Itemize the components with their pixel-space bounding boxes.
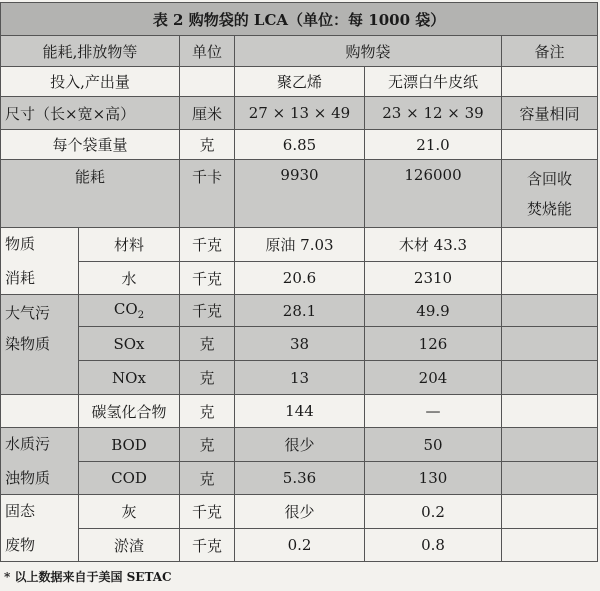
group-material-line2: 消耗 [5,268,36,287]
row-paper: 204 [365,361,502,395]
row-note-empty [502,262,598,295]
row-sub-co2 [79,295,180,327]
energy-pe: 9930 [235,160,365,228]
row-sub: SOx [79,327,180,361]
row-sub: NOx [79,361,180,395]
row-paper: 49.9 [365,295,502,327]
row-sub: 淤渣 [79,529,180,562]
row-pe: 5.36 [235,462,365,495]
row-pe: 38 [235,327,365,361]
row-note-empty [502,361,598,395]
size-pe: 27 × 13 × 49 [235,97,365,130]
row-unit: 克 [180,395,235,428]
row-unit: 克 [180,428,235,462]
energy-paper: 126000 [365,160,502,228]
row-sub: 水 [79,262,180,295]
row-paper: 50 [365,428,502,462]
row-unit: 千克 [180,529,235,562]
weight-paper: 21.0 [365,130,502,160]
row-paper: 126 [365,327,502,361]
energy-unit: 千卡 [180,160,235,228]
row-paper: — [365,395,502,428]
row-note-empty [502,462,598,495]
row-paper: 0.8 [365,529,502,562]
group-material [1,228,79,295]
row-pe: 0.2 [235,529,365,562]
size-label: 尺寸（长×宽×高） [1,97,180,130]
row-note-empty [502,495,598,529]
weight-note-empty [502,130,598,160]
row-note-empty [502,395,598,428]
group-air-line1: 大气污 [5,304,51,322]
row-sub: COD [79,462,180,495]
row-pe: 144 [235,395,365,428]
row-sub: 碳氢化合物 [79,395,180,428]
group-solid [1,495,79,562]
group-air [1,295,79,395]
group-material-line1: 物质 [5,234,36,253]
row-paper: 0.2 [365,495,502,529]
header-unit: 单位 [180,36,235,67]
row-pe: 很少 [235,495,365,529]
energy-note-line2: 焚烧能 [527,199,573,218]
subheader-note-empty [502,67,598,97]
row-note-empty [502,529,598,562]
footnote: * 以上数据来自于美国 SETAC [4,570,172,584]
row-pe: 原油 7.03 [235,228,365,262]
header-bag: 购物袋 [235,36,502,67]
row-note-empty [502,228,598,262]
row-sub: 材料 [79,228,180,262]
weight-pe: 6.85 [235,130,365,160]
subheader-unit-empty [180,67,235,97]
row-paper: 木材 43.3 [365,228,502,262]
row-pe: 很少 [235,428,365,462]
energy-label: 能耗 [1,160,180,228]
size-note: 容量相同 [502,97,598,130]
size-paper: 23 × 12 × 39 [365,97,502,130]
size-unit: 厘米 [180,97,235,130]
row-note-empty [502,428,598,462]
row-unit: 千克 [180,295,235,327]
group-water-line1: 水质污 [5,434,51,453]
weight-unit: 克 [180,130,235,160]
row-pe: 20.6 [235,262,365,295]
header-item: 能耗,排放物等 [1,36,180,67]
header-note: 备注 [502,36,598,67]
table-title: 表 2 购物袋的 LCA（单位：每 1000 袋） [1,3,598,36]
co2-subscript: 2 [137,310,145,321]
row-paper: 2310 [365,262,502,295]
energy-note [502,160,598,228]
subheader-label: 投入,产出量 [1,67,180,97]
group-water [1,428,79,495]
row-unit: 千克 [180,262,235,295]
subheader-paper: 无漂白牛皮纸 [365,67,502,97]
row-pe: 28.1 [235,295,365,327]
row-unit: 千克 [180,228,235,262]
row-pe: 13 [235,361,365,395]
co2-main: CO [113,300,138,318]
row-sub: 灰 [79,495,180,529]
lca-table [0,2,598,562]
group-solid-line2: 废物 [5,535,36,554]
row-note-empty [502,327,598,361]
row-note-empty [502,295,598,327]
row-unit: 克 [180,327,235,361]
group-empty [1,395,79,428]
row-unit: 克 [180,361,235,395]
group-solid-line1: 固态 [5,501,36,520]
row-sub: BOD [79,428,180,462]
row-unit: 千克 [180,495,235,529]
weight-label: 每个袋重量 [1,130,180,160]
energy-note-line1: 含回收 [527,169,573,188]
subheader-pe: 聚乙烯 [235,67,365,97]
row-unit: 克 [180,462,235,495]
group-water-line2: 浊物质 [5,468,51,487]
row-paper: 130 [365,462,502,495]
group-air-line2: 染物质 [5,335,51,353]
